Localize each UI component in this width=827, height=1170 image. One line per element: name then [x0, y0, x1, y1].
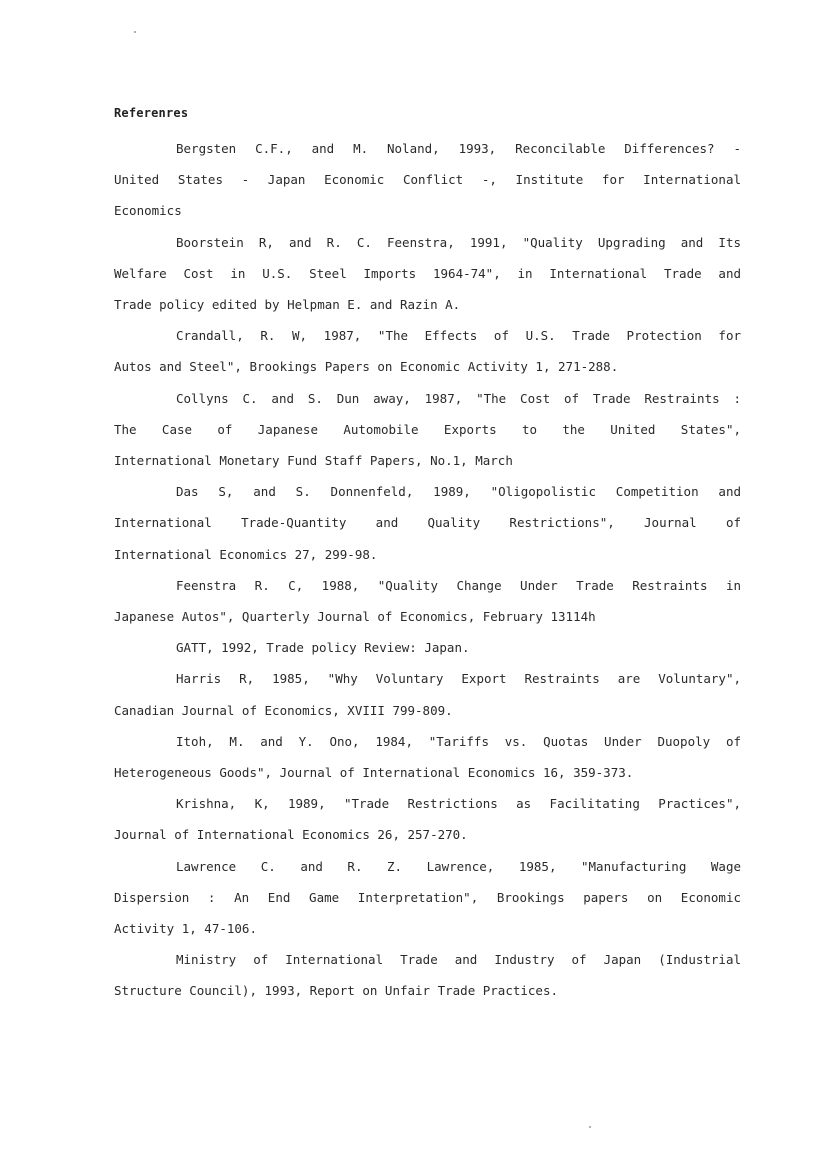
reference-entry-line: Structure Council), 1993, Report on Unfair Trade Practices.: [114, 983, 559, 998]
reference-entry-line: The Case of Japanese Automobile Exports to the United States",: [114, 422, 741, 437]
reference-entry-line: International Economics 27, 299-98.: [114, 547, 378, 562]
reference-entry-line: Welfare Cost in U.S. Steel Imports 1964-74", in International Trade and: [114, 266, 741, 281]
reference-entry-first-line: Bergsten C.F., and M. Noland, 1993, Reconcilable Differences? -: [176, 141, 741, 156]
references-heading: Referenres: [114, 106, 189, 120]
reference-entry-line: Autos and Steel", Brookings Papers on Economic Activity 1, 271-288.: [114, 359, 619, 374]
reference-entry-line: Journal of International Economics 26, 257-270.: [114, 827, 468, 842]
reference-entry-first-line: Feenstra R. C, 1988, "Quality Change Under Trade Restraints in: [176, 578, 741, 593]
reference-entry-line: Trade policy edited by Helpman E. and Razin A.: [114, 297, 461, 312]
reference-entry-first-line: Das S, and S. Donnenfeld, 1989, "Oligopolistic Competition and: [176, 484, 741, 499]
reference-entry-line: Activity 1, 47-106.: [114, 921, 257, 936]
reference-entry-line: United States - Japan Economic Conflict -, Institute for International: [114, 172, 741, 187]
reference-entry-line: Economics: [114, 203, 182, 218]
reference-entry-line: Canadian Journal of Economics, XVIII 799-809.: [114, 703, 453, 718]
reference-entry-first-line: Krishna, K, 1989, "Trade Restrictions as Facilitating Practices",: [176, 796, 741, 811]
reference-entry-first-line: Harris R, 1985, "Why Voluntary Export Restraints are Voluntary",: [176, 671, 741, 686]
reference-entry-first-line: Collyns C. and S. Dun away, 1987, "The Cost of Trade Restraints :: [176, 391, 741, 406]
reference-entry-first-line: GATT, 1992, Trade policy Review: Japan.: [176, 640, 470, 655]
scan-speck: [134, 31, 136, 33]
scan-speck: [589, 1126, 591, 1128]
reference-entry-line: Dispersion : An End Game Interpretation", Brookings papers on Economic: [114, 890, 741, 905]
reference-entry-first-line: Itoh, M. and Y. Ono, 1984, "Tariffs vs. Quotas Under Duopoly of: [176, 734, 741, 749]
reference-entry-first-line: Lawrence C. and R. Z. Lawrence, 1985, "Manufacturing Wage: [176, 859, 741, 874]
reference-entry-line: International Trade-Quantity and Quality Restrictions", Journal of: [114, 515, 741, 530]
reference-entry-first-line: Crandall, R. W, 1987, "The Effects of U.S. Trade Protection for: [176, 328, 741, 343]
reference-entry-first-line: Boorstein R, and R. C. Feenstra, 1991, "Quality Upgrading and Its: [176, 235, 741, 250]
reference-entry-line: Japanese Autos", Quarterly Journal of Economics, February 13114h: [114, 609, 596, 624]
reference-entry-first-line: Ministry of International Trade and Industry of Japan (Industrial: [176, 952, 741, 967]
reference-entry-line: International Monetary Fund Staff Papers, No.1, March: [114, 453, 513, 468]
reference-entry-line: Heterogeneous Goods", Journal of International Economics 16, 359-373.: [114, 765, 634, 780]
